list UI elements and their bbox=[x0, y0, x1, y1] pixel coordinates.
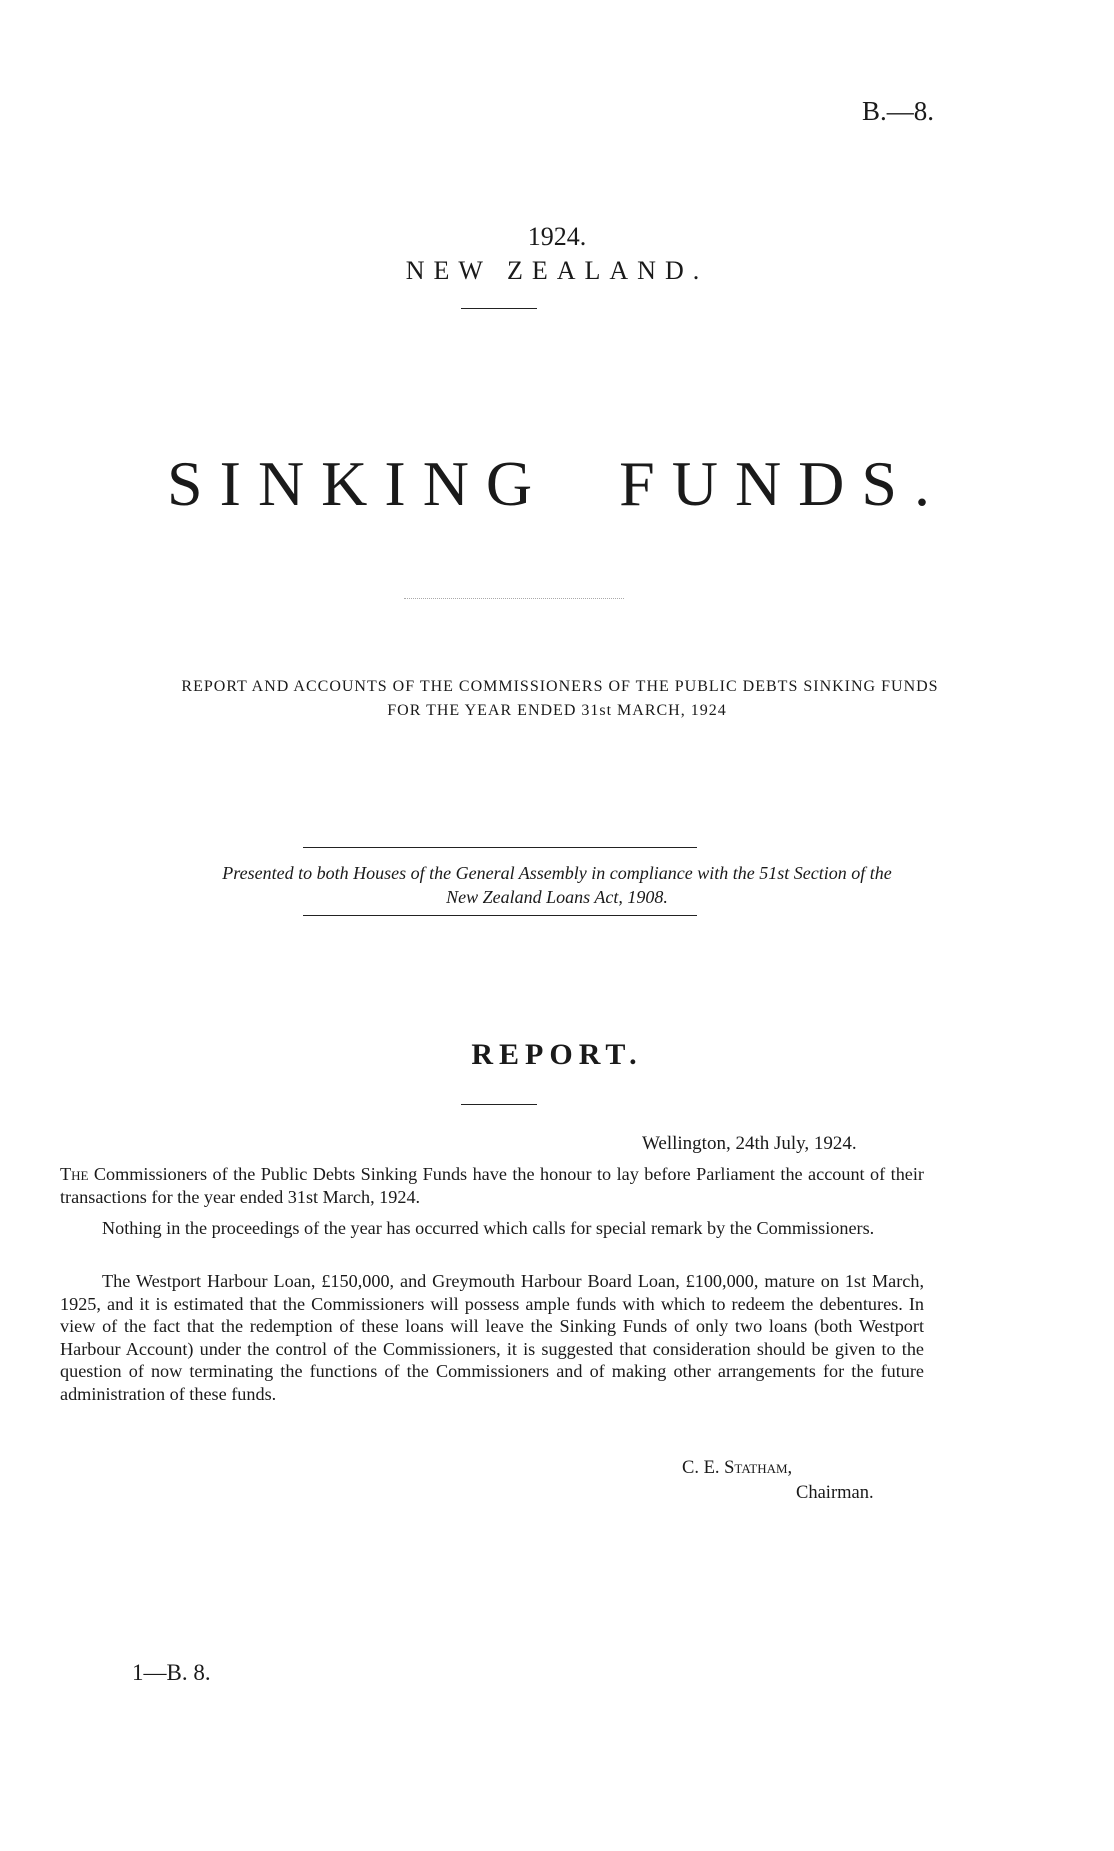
presentation-line-2: New Zealand Loans Act, 1908. bbox=[446, 887, 668, 907]
subtitle-line-2: FOR THE YEAR ENDED 31st MARCH, 1924 bbox=[387, 702, 727, 719]
footer-page-reference: 1—B. 8. bbox=[132, 1660, 211, 1685]
divider bbox=[461, 308, 537, 309]
country-heading: NEW ZEALAND. bbox=[405, 256, 709, 285]
page-reference: B.—8. bbox=[861, 96, 934, 126]
dotted-divider bbox=[404, 598, 624, 599]
signatory-name bbox=[682, 1458, 792, 1479]
date-line: Wellington, 24th July, 1924. bbox=[642, 1133, 857, 1154]
subtitle-line-1: REPORT AND ACCOUNTS OF THE COMMISSIONERS OF THE PUBLIC DEBTS SINKING FUNDS bbox=[181, 678, 939, 695]
document-year: 1924. bbox=[527, 222, 587, 251]
title-word-funds: FUNDS. bbox=[619, 448, 947, 519]
paragraph-lead-word: The bbox=[60, 1164, 89, 1184]
presentation-line-1: Presented to both Houses of the General Assembly in compliance with the 51st Section of the bbox=[222, 863, 892, 883]
signatory-title: Chairman. bbox=[796, 1483, 874, 1503]
page-title bbox=[0, 447, 1114, 521]
title-word-sinking: SINKING bbox=[167, 448, 550, 519]
paragraph-text: Commissioners of the Public Debts Sinking Funds have the honour to lay before Parliament the account of their transactions for the year ended 31st March, 1924. bbox=[60, 1164, 924, 1207]
divider bbox=[303, 915, 697, 916]
report-paragraph-1 bbox=[60, 1163, 924, 1208]
divider bbox=[303, 847, 697, 848]
divider bbox=[461, 1104, 537, 1105]
report-paragraph-2: Nothing in the proceedings of the year has occurred which calls for special remark by the Commissioners. bbox=[102, 1218, 875, 1238]
report-paragraph-3: The Westport Harbour Loan, £150,000, and Greymouth Harbour Board Loan, £100,000, mature on 1st March, 1925, and it is estimated that the Commissioners will possess ample funds with which to redeem the debentures. In view of the fact that the redemption of these loans will leave the Sinking Funds of only two loans (both Westport Harbour Account) under the control of the Commissioners, it is suggested that consideration should be given to the question of now terminating the functions of the Commissioners and of making other arrangements for the future administration of these funds. bbox=[60, 1271, 924, 1404]
signatory-name-text: C. E. Statham, bbox=[682, 1458, 793, 1478]
report-heading: REPORT. bbox=[471, 1038, 643, 1071]
